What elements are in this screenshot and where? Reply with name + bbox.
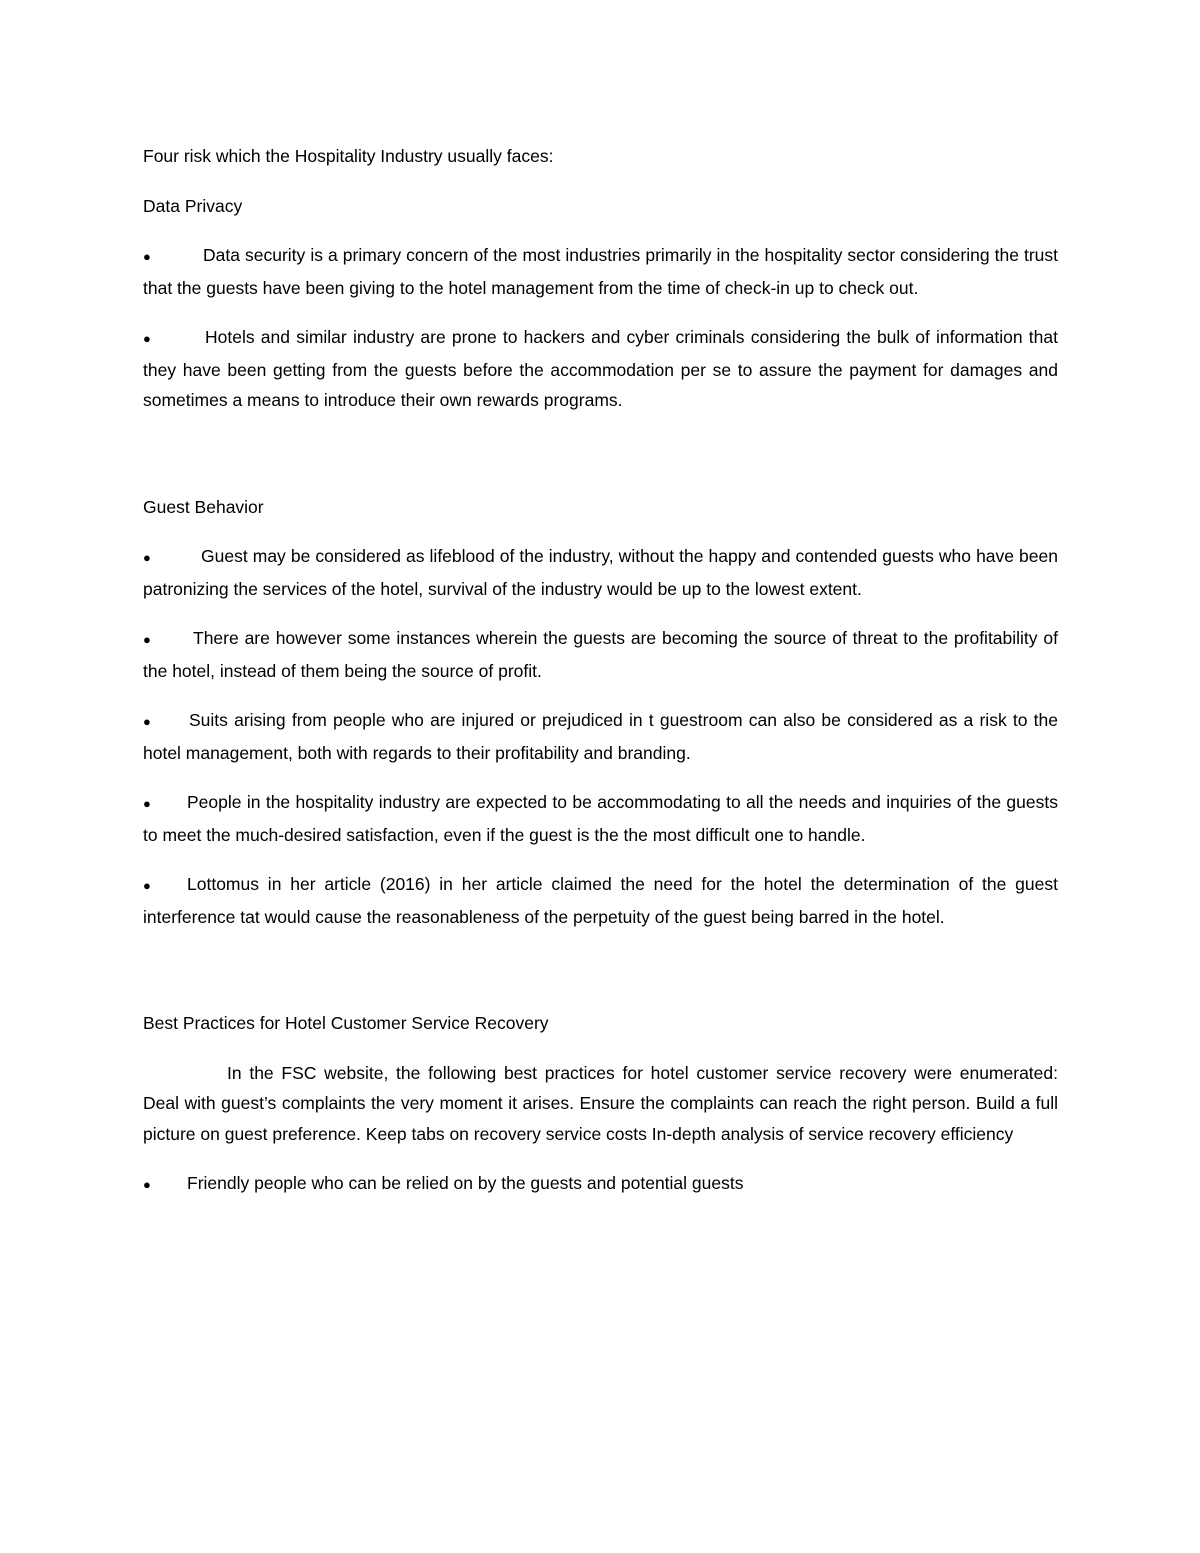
bullet-dot-icon: ●: [143, 796, 151, 811]
bullet-text: People in the hospitality industry are expected to be accommodating to all the needs and inquiries of the guests to meet the much-desired satisfaction, even if the guest is the the most difficult one to handle.: [143, 792, 1058, 845]
bullet-item: [143, 541, 1058, 604]
bullet-item: [143, 869, 1058, 932]
bullet-dot-icon: ●: [143, 632, 151, 647]
bullet-item: [143, 623, 1058, 686]
bullet-text: Guest may be considered as lifeblood of the industry, without the happy and contended guests who have been patronizing the services of the hotel, survival of the industry would be up to the lowest extent.: [143, 546, 1058, 599]
section-heading-guest-behavior: Guest Behavior: [143, 496, 264, 517]
bullet-text: Hotels and similar industry are prone to hackers and cyber criminals considering the bulk of information that they have been getting from the guests before the accommodation per se to assure the payment for damages and sometimes a means to introduce their own rewards programs.: [143, 327, 1058, 410]
bullet-dot-icon: ●: [143, 878, 151, 893]
bullet-text: Lottomus in her article (2016) in her article claimed the need for the hotel the determination of the guest interference tat would cause the reasonableness of the perpetuity of the guest being barred in the hotel.: [143, 874, 1058, 927]
bullet-dot-icon: ●: [143, 331, 151, 346]
bullet-dot-icon: ●: [143, 249, 151, 264]
bullet-dot-icon: ●: [143, 714, 151, 729]
intro-line: Four risk which the Hospitality Industry usually faces:: [143, 146, 554, 166]
section-heading-data-privacy: Data Privacy: [143, 195, 243, 216]
bullet-text: Suits arising from people who are injured or prejudiced in t guestroom can also be considered as a risk to the hotel management, both with regards to their profitability and branding.: [143, 710, 1058, 763]
bullet-dot-icon: ●: [143, 1177, 151, 1192]
bullet-item: [143, 240, 1058, 303]
bullet-item: [143, 322, 1058, 416]
bullet-text: Data security is a primary concern of the most industries primarily in the hospitality sector considering the trust that the guests have been giving to the hotel management from the time of check-in up to check out.: [143, 245, 1058, 298]
bullet-item: [143, 705, 1058, 768]
bullet-item: [143, 1168, 1058, 1201]
bullet-item: [143, 787, 1058, 850]
bullet-text: There are however some instances wherein the guests are becoming the source of threat to the profitability of the hotel, instead of them being the source of profit.: [143, 628, 1058, 681]
bullet-text: Friendly people who can be relied on by the guests and potential guests: [187, 1173, 744, 1193]
body-paragraph: In the FSC website, the following best practices for hotel customer service recovery were enumerated: Deal with guest’s complaints the very moment it arises. Ensure the complaints can reach the right person. Build a full picture on guest preference. Keep tabs on recovery service costs In-depth analysis of service recovery efficiency: [143, 1062, 1058, 1144]
document-body: [143, 141, 1058, 1220]
section-heading-best-practices: Best Practices for Hotel Customer Service Recovery: [143, 1013, 549, 1033]
bullet-dot-icon: ●: [143, 550, 151, 565]
